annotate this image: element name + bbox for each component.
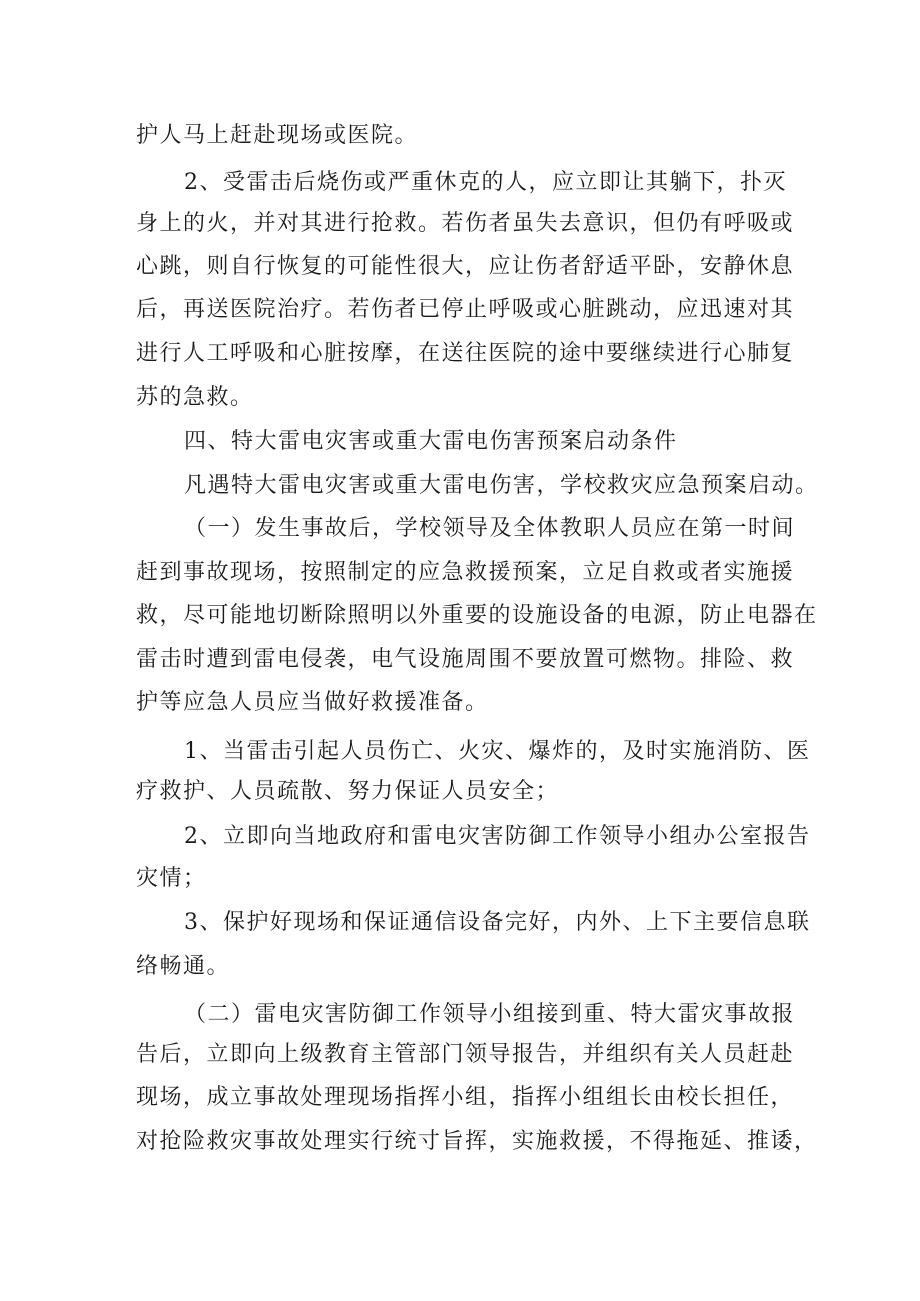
text-line-24: 对抢险救灾事故处理实行统寸旨挥，实施救援，不得拖延、推诿，: [136, 1129, 818, 1154]
text-line-16: 疗救护、人员疏散、努力保证人员安全；: [136, 779, 560, 804]
text-line-4: 心跳，则自行恢复的可能性很大，应让伤者舒适平卧，安静休息: [136, 254, 795, 279]
text-line-3: 身上的火，并对其进行抢救。若伤者虽失去意识，但仍有呼吸或: [136, 211, 795, 236]
text-line-12: 救，尽可能地切断除照明以外重要的设施设备的电源，防止电器在: [136, 603, 818, 628]
text-line-6: 进行人工呼吸和心脏按摩，在送往医院的途中要继续进行心肺复: [136, 341, 795, 366]
text-line-11: 赶到事故现场，按照制定的应急救援预案，立足自救或者实施援: [136, 560, 795, 585]
text-line-17: 2、立即向当地政府和雷电灾害防御工作领导小组办公室报告: [184, 824, 811, 849]
text-line-23: 现场，成立事故处理现场指挥小组，指挥小组组长由校长担任，: [136, 1085, 795, 1110]
text-line-7: 苏的急救。: [136, 385, 254, 410]
section-heading: 四、特大雷电灾害或重大雷电伤害预案启动条件: [184, 429, 678, 454]
text-line-20: 络畅通。: [136, 954, 231, 979]
text-line-22: 告后，立即向上级教育主管部门领导报告，并组织有关人员赶赴: [136, 1042, 795, 1067]
text-line-1: 护人马上赶赴现场或医院。: [136, 123, 419, 148]
subsection-heading-1: （一）发生事故后，学校领导及全体教职人员应在第一时间: [184, 516, 796, 541]
text-line-14: 护等应急人员应当做好救援准备。: [136, 690, 489, 715]
text-line-9: 凡遇特大雷电灾害或重大雷电伤害，学校救灾应急预案启动。: [184, 473, 819, 498]
text-line-15: 1、当雷击引起人员伤亡、火灾、爆炸的，及时实施消防、医: [184, 739, 811, 764]
text-line-13: 雷击时遭到雷电侵袭，电气设施周围不要放置可燃物。排险、救: [136, 647, 795, 672]
text-line-18: 灾情；: [136, 866, 207, 891]
text-line-19: 3、保护好现场和保证通信设备完好，内外、上下主要信息联: [184, 910, 811, 935]
text-line-2: 2、受雷击后烧伤或严重休克的人，应立即让其躺下，扑灭: [184, 170, 787, 195]
text-line-5: 后，再送医院治疗。若伤者已停止呼吸或心脏跳动，应迅速对其: [136, 297, 795, 322]
subsection-heading-2: （二）雷电灾害防御工作领导小组接到重、特大雷灾事故报: [184, 1002, 796, 1027]
